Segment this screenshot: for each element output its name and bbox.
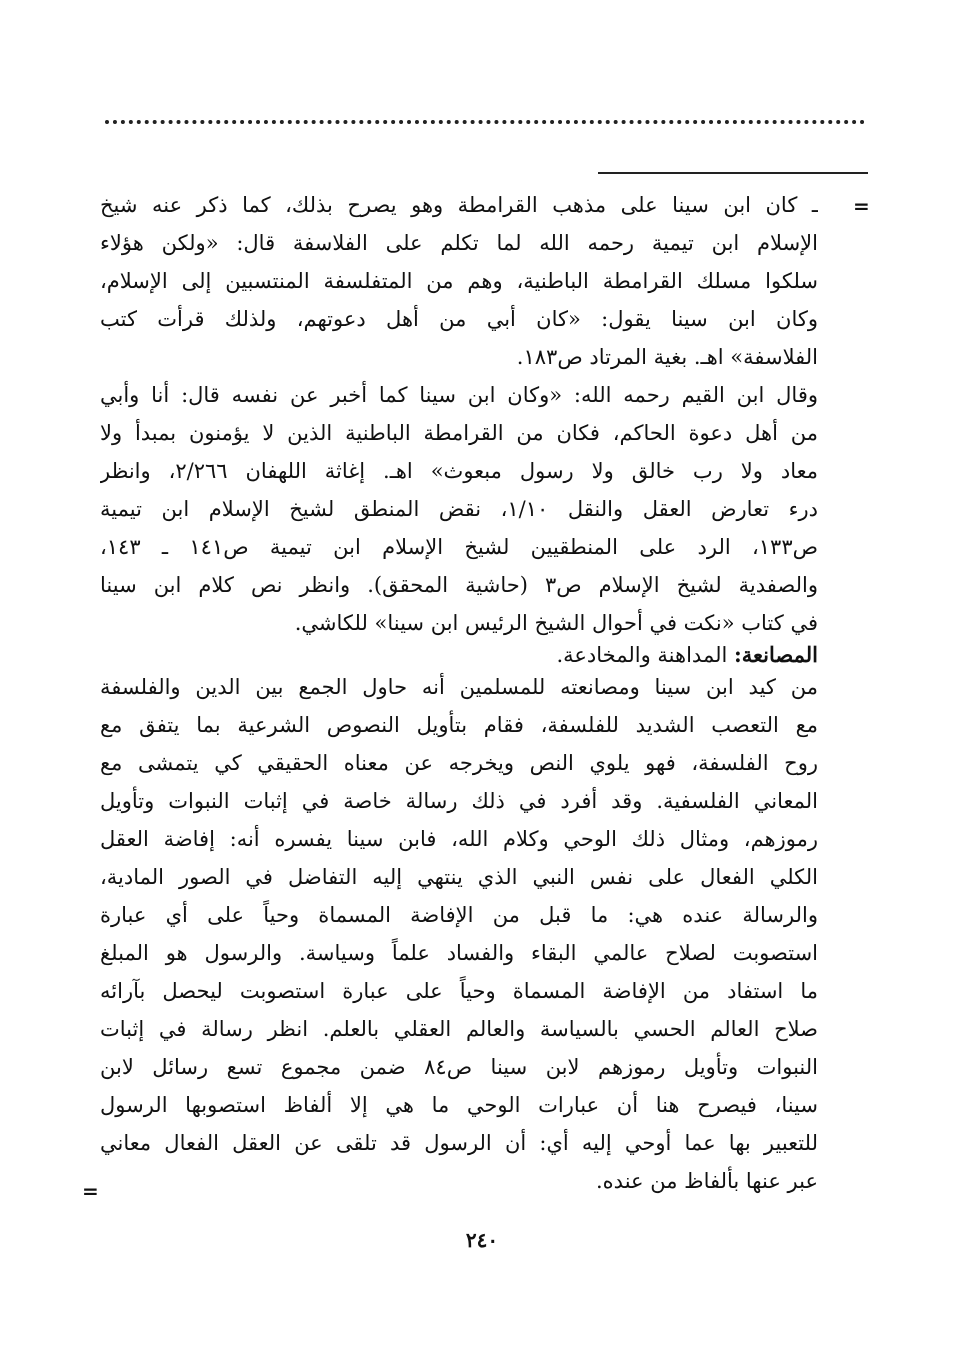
text-line: ما استفاد من الإفاضة المسماة وحياً على عبارة استصوبت ليحصل بآرائه — [100, 979, 818, 1003]
text-line: من كيد ابن سينا ومصانعته للمسلمين أنه حاول الجمع بين الدين والفلسفة — [100, 675, 818, 699]
text-line: ص١٣٣، الرد على المنطقيين لشيخ الإسلام ابن تيمية ص١٤١ ـ ١٤٣، — [100, 535, 818, 559]
footnote-rule — [598, 172, 868, 174]
text-line: روح الفلسفة، فهو يلوي النص ويخرجه عن معناه الحقيقي كي يتمشى مع — [100, 751, 818, 775]
text-line: الإسلام ابن تيمية رحمه الله لما تكلم على الفلاسفة قال: «ولكن هؤلاء — [100, 231, 818, 255]
text-line: الفلاسفة» اهـ. بغية المرتاد ص١٨٣. — [516, 345, 818, 369]
text-line: والرسالة عنده هي: ما قبل من الإفاضة المسماة وحياً على أي عبارة — [100, 903, 818, 927]
text-line: صلاح العالم الحسي بالسياسة والعالم العقلي بالعلم. انظر رسالة في إثبات — [100, 1017, 818, 1041]
text-line: استصوبت لصلاح عالمي البقاء والفساد علماً وسياسة. والرسول هو المبلغ — [100, 941, 818, 965]
text-line: والصفدية لشيخ الإسلام ص٣ (حاشية المحقق). وانظر نص كلام ابن سينا — [100, 573, 818, 597]
text-line: سينا، فيصرح هنا أن عبارات الوحي ما هي إلا ألفاظ استصوبها الرسول — [100, 1093, 818, 1117]
footnote-text — [100, 186, 818, 1200]
text-line: وكان ابن سينا يقول: «كان أبي من أهل دعوتهم، ولذلك قرأت كتب — [100, 307, 818, 331]
paragraph-2 — [100, 376, 818, 642]
footnote-continuation-mark-bottom: = — [82, 1179, 99, 1203]
text-line: مع التعصب الشديد للفلسفة، فقام بتأويل النصوص الشرعية بما يتفق مع — [100, 713, 818, 737]
text-line: رموزهم، ومثال ذلك الوحي وكلام الله، فابن سينا يفسره أنه: إفاضة العقل — [100, 827, 818, 851]
footnote-continuation-mark-top: = — [853, 194, 870, 218]
text-line: عبر عنها بألفاظ من عنده. — [596, 1169, 818, 1193]
text-line: درء تعارض العقل والنقل ١/١٠، نقض المنطق لشيخ الإسلام ابن تيمية — [100, 497, 818, 521]
text-line: ـ كان ابن سينا على مذهب القرامطة وهو يصرح بذلك، كما ذكر عنه شيخ — [100, 193, 818, 217]
paragraph-1 — [100, 186, 818, 376]
paragraph-3 — [100, 668, 818, 1200]
text-line: وقال ابن القيم رحمه الله: «وكان ابن سينا كما أخبر عن نفسه قال: أنا وأبي — [100, 383, 818, 407]
text-line: في كتاب «نكت في أحوال الشيخ الرئيس ابن سينا» للكاشي. — [294, 611, 818, 635]
page-number: ٢٤٠ — [465, 1228, 499, 1252]
text-line: المعاني الفلسفية. وقد أفرد في ذلك رسالة خاصة في إثبات النبوات وتأويل — [100, 789, 818, 813]
text-line: سلكوا مسلك القرامطة الباطنية، وهم من المتفلسفة المنتسبين إلى الإسلام، — [100, 269, 818, 293]
dotted-separator — [105, 120, 865, 124]
text-line: معاد ولا رب خالق ولا رسول مبعوث» اهـ. إغاثة اللهفان ٢/٢٦٦، وانظر — [100, 459, 818, 483]
term-definition-text: المداهنة والمخادعة. — [556, 643, 728, 667]
term-label: المصانعة: — [734, 642, 818, 667]
text-line: النبوات وتأويل رموزهم لابن سينا ص٨٤ ضمن مجموع تسع رسائل لابن — [100, 1055, 818, 1079]
text-line: للتعبير بها عما أوحي إليه أي: أن الرسول قد تلقى عن العقل الفعال معاني — [100, 1131, 818, 1155]
term-definition — [100, 642, 818, 668]
text-line: الكلي الفعال على نفس النبي الذي ينتهي إليه التفاضل في الصور المادية، — [100, 865, 818, 889]
text-line: من أهل دعوة الحاكم، فكان من القرامطة الباطنية الذين لا يؤمنون بمبدأ ولا — [100, 421, 818, 445]
